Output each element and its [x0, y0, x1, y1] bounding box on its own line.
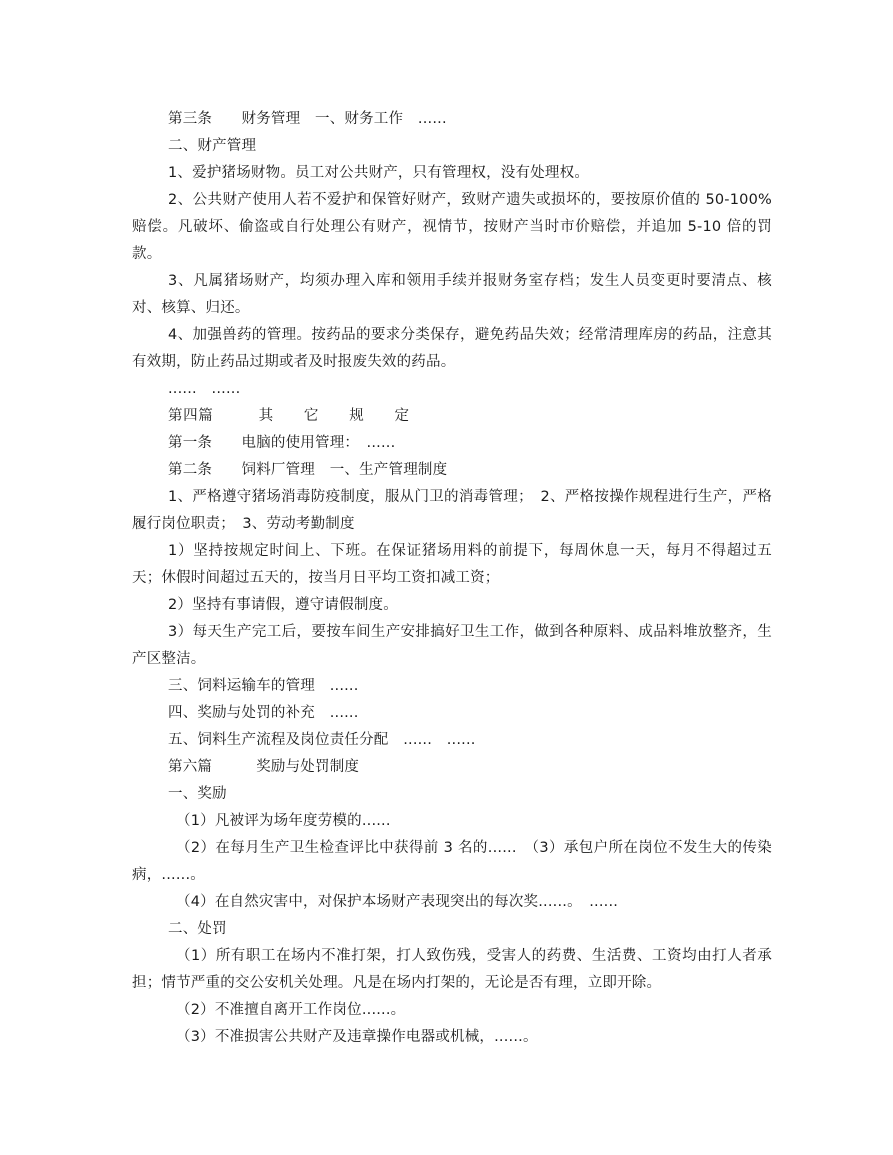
penalty-item-2: （2）不准擅自离开工作岗位......。: [176, 1002, 406, 1018]
section-property-heading: 二、财产管理: [168, 138, 257, 154]
penalties-heading: 二、处罚: [168, 921, 227, 937]
property-item-3: 3、凡属猪场财产，均须办理入库和领用手续并报财务室存档；发生人员变更时要清点、核对、核算、归还。: [132, 273, 772, 316]
section-rewards-supplement: 四、奖励与处罚的补充 ......: [168, 705, 359, 721]
property-item-1: 1、爱护猪场财物。员工对公共财产，只有管理权，没有处理权。: [168, 165, 590, 181]
chapter-6-heading: 第六篇 奖励与处罚制度: [168, 759, 360, 775]
reward-item-1: （1）凡被评为场年度劳模的......: [176, 813, 391, 829]
attendance-item-3: 3）每天生产完工后，要按车间生产安排搞好卫生工作，做到各种原料、成品料堆放整齐，生产区整洁。: [132, 624, 772, 667]
reward-item-2: （2）在每月生产卫生检查评比中获得前 3 名的...... （3）承包户所在岗位不发生大的传染病，......。: [132, 840, 772, 883]
penalty-item-3: （3）不准损害公共财产及违章操作电器或机械，......。: [176, 1029, 538, 1045]
attendance-item-2: 2）坚持有事请假，遵守请假制度。: [168, 597, 398, 613]
chapter-4-heading: 第四篇 其 它 规 定: [168, 408, 410, 424]
production-item-1: 1、严格遵守猪场消毒防疫制度，服从门卫的消毒管理； 2、严格按操作规程进行生产，严格履行岗位职责； 3、劳动考勤制度: [132, 489, 772, 532]
rewards-heading: 一、奖励: [168, 786, 227, 802]
property-item-4: 4、加强兽药的管理。按药品的要求分类保存，避免药品失效；经常清理库房的药品，注意其有效期，防止药品过期或者及时报废失效的药品。: [132, 327, 772, 370]
article-1-computer: 第一条 电脑的使用管理： ......: [168, 435, 396, 451]
attendance-item-1: 1）坚持按规定时间上、下班。在保证猪场用料的前提下，每周休息一天，每月不得超过五天；休假时间超过五天的，按当月日平均工资扣减工资；: [132, 543, 772, 586]
section-production-flow: 五、饲料生产流程及岗位责任分配 ...... ......: [168, 732, 476, 748]
reward-item-4: （4）在自然灾害中，对保护本场财产表现突出的每次奖......。 ......: [176, 894, 619, 910]
article-2-feed-mill: 第二条 饲料厂管理 一、生产管理制度: [168, 462, 448, 478]
section-transport: 三、饲料运输车的管理 ......: [168, 678, 359, 694]
ellipsis-line: ...... ......: [168, 381, 241, 397]
document-body: [132, 106, 772, 1051]
property-item-2: 2、公共财产使用人若不爱护和保管好财产，致财产遗失或损坏的，要按原价值的 50-100%赔偿。凡破坏、偷盗或自行处理公有财产，视情节，按财产当时市价赔偿，并追加 5-10 倍的罚款。: [132, 192, 772, 262]
penalty-item-1: （1）所有职工在场内不准打架，打人致伤残，受害人的药费、生活费、工资均由打人者承担；情节严重的交公安机关处理。凡是在场内打架的，无论是否有理，立即开除。: [132, 948, 772, 991]
article-3-heading: 第三条 财务管理 一、财务工作 ......: [168, 111, 447, 127]
